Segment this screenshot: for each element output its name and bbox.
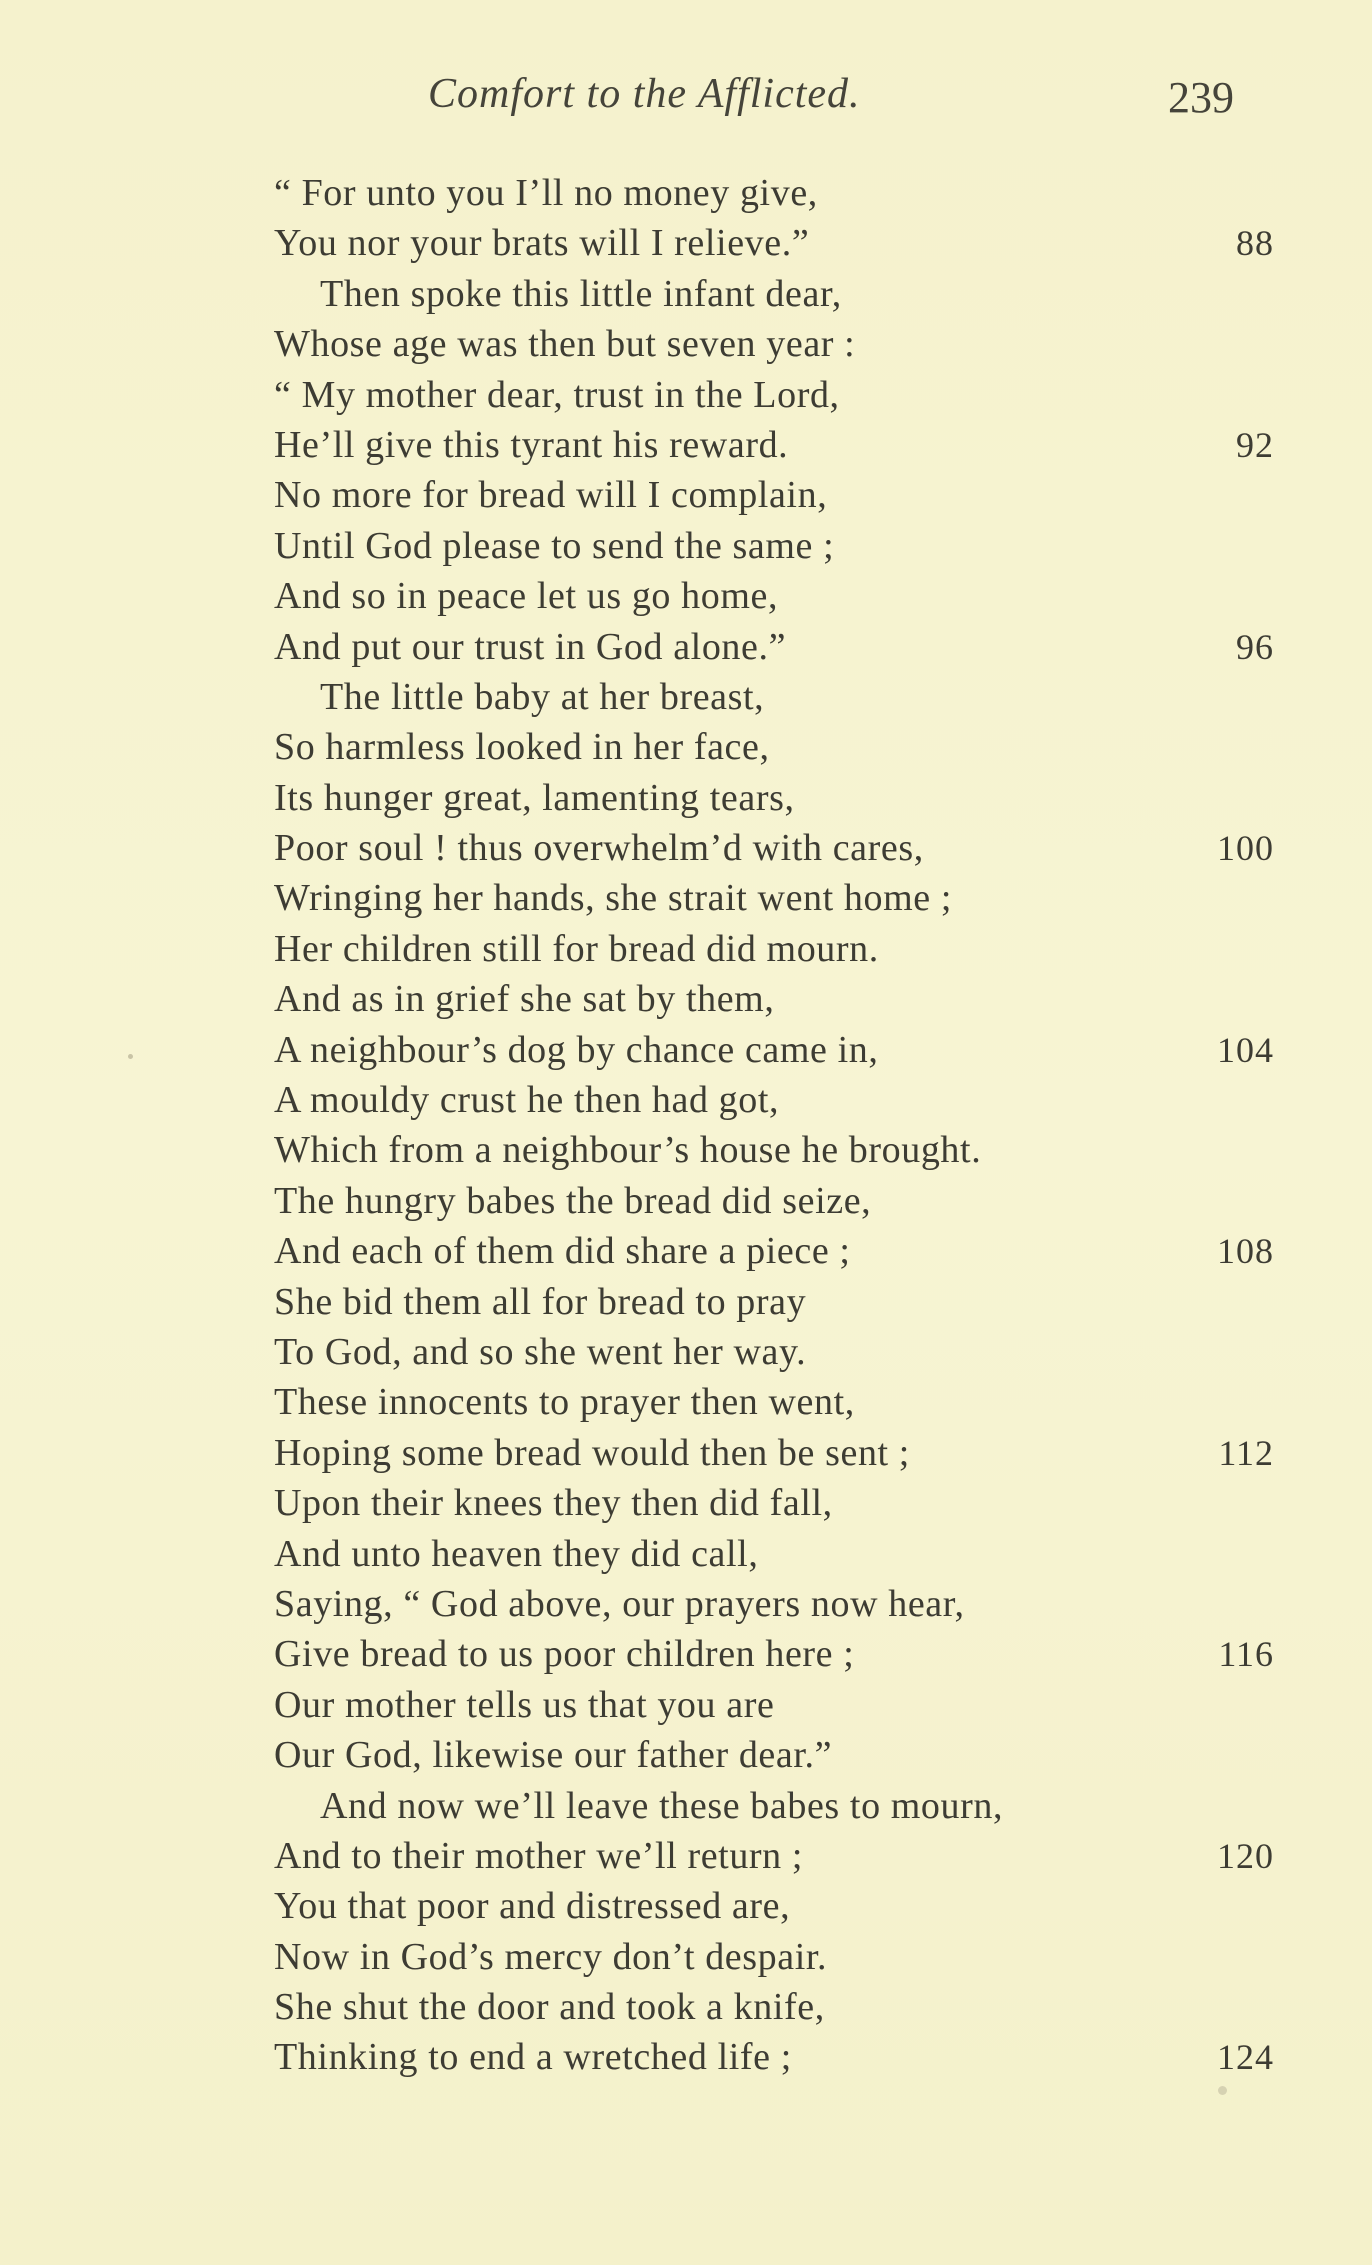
poem-line (274, 873, 1274, 923)
poem-line-text: Hoping some bread would then be sent ; (274, 1431, 910, 1474)
poem-line (274, 974, 1274, 1024)
line-number: 112 (1218, 1432, 1274, 1473)
poem-line (274, 319, 1274, 369)
poem-line (274, 2032, 1274, 2082)
poem-line-text: So harmless looked in her face, (274, 726, 770, 769)
poem-line (274, 1730, 1274, 1780)
poem-line-text: Then spoke this little infant dear, (320, 272, 842, 315)
poem-line-text: She bid them all for bread to pray (274, 1280, 807, 1323)
poem-line-text: A neighbour’s dog by chance came in, (274, 1028, 879, 1071)
poem-line (274, 1025, 1274, 1075)
poem-line-text: To God, and so she went her way. (274, 1330, 807, 1373)
poem-line (274, 571, 1274, 621)
poem-line (274, 1377, 1274, 1427)
poem-line (274, 1478, 1274, 1528)
poem-line-text: Poor soul ! thus overwhelm’d with cares, (274, 827, 924, 870)
poem-line (274, 1680, 1274, 1730)
poem-line-text: And to their mother we’ll return ; (274, 1834, 804, 1877)
poem-line-text: “ For unto you I’ll no money give, (274, 172, 818, 214)
poem-line (274, 1125, 1274, 1175)
poem-line (274, 1629, 1274, 1679)
poem-line-text: Thinking to end a wretched life ; (274, 2036, 792, 2079)
line-number: 96 (1236, 626, 1274, 667)
poem-line-text: And so in peace let us go home, (274, 575, 779, 618)
poem-line (274, 1579, 1274, 1629)
poem-line-text: Upon their knees they then did fall, (274, 1482, 833, 1525)
poem-line (274, 773, 1274, 823)
poem-line (274, 823, 1274, 873)
poem-line-text: Whose age was then but seven year : (274, 323, 856, 366)
line-number: 124 (1217, 2037, 1274, 2078)
poem-line (274, 622, 1274, 672)
line-number: 100 (1217, 828, 1274, 869)
poem-line-text: Which from a neighbour’s house he brought. (274, 1129, 982, 1172)
line-number: 108 (1217, 1231, 1274, 1272)
poem-line-text: Her children still for bread did mourn. (274, 927, 879, 970)
poem-line (274, 1176, 1274, 1226)
line-number: 104 (1217, 1029, 1274, 1070)
poem-line (274, 924, 1274, 974)
poem-line-text: And put our trust in God alone.” (274, 625, 787, 668)
poem-line (274, 1932, 1274, 1982)
poem-body (274, 168, 1274, 2083)
poem-line-text: Our God, likewise our father dear.” (274, 1734, 833, 1777)
poem-line (274, 370, 1274, 420)
poem-line-text: Give bread to us poor children here ; (274, 1633, 855, 1676)
poem-line-text: Its hunger great, lamenting tears, (274, 776, 795, 819)
poem-line (274, 269, 1274, 319)
poem-line-text: Wringing her hands, she strait went home ; (274, 877, 952, 920)
poem-line-text: Until God please to send the same ; (274, 524, 835, 567)
poem-line-text: “ My mother dear, trust in the Lord, (274, 373, 840, 416)
poem-line (274, 722, 1274, 772)
line-number: 116 (1218, 1634, 1274, 1675)
poem-line (274, 420, 1274, 470)
line-number: 88 (1236, 223, 1274, 264)
line-number: 92 (1236, 424, 1274, 465)
poem-line-text: These innocents to prayer then went, (274, 1381, 855, 1424)
poem-line (274, 218, 1274, 268)
poem-line (274, 1327, 1274, 1377)
poem-line-text: A mouldy crust he then had got, (274, 1079, 780, 1122)
poem-line-text: And now we’ll leave these babes to mourn, (320, 1784, 1004, 1827)
poem-line (274, 521, 1274, 571)
poem-line-text: No more for bread will I complain, (274, 474, 828, 517)
poem-line-text: You that poor and distressed are, (274, 1885, 791, 1928)
poem-line (274, 1428, 1274, 1478)
running-title: Comfort to the Afflicted. (428, 71, 861, 117)
poem-line-text: Now in God’s mercy don’t despair. (274, 1935, 828, 1978)
line-number: 120 (1217, 1835, 1274, 1876)
poem-line (274, 1529, 1274, 1579)
page-number: 239 (1168, 73, 1234, 122)
poem-line-text: You nor your brats will I relieve.” (274, 222, 810, 265)
poem-line-text: And as in grief she sat by them, (274, 978, 775, 1021)
paper-speck (1218, 2086, 1227, 2095)
poem-line-text: Our mother tells us that you are (274, 1683, 775, 1726)
poem-line-text: Saying, “ God above, our prayers now hear, (274, 1582, 965, 1625)
poem-line (274, 672, 1274, 722)
poem-line (274, 1781, 1274, 1831)
poem-line (274, 1075, 1274, 1125)
poem-line (274, 1881, 1274, 1931)
poem-line (274, 1982, 1274, 2032)
paper-speck (128, 1054, 133, 1059)
poem-line (274, 470, 1274, 520)
poem-line (274, 1226, 1274, 1276)
poem-line-text: And each of them did share a piece ; (274, 1230, 851, 1273)
poem-line (274, 168, 1274, 218)
poem-line-text: He’ll give this tyrant his reward. (274, 423, 789, 466)
poem-line-text: The little baby at her breast, (320, 675, 765, 718)
poem-line-text: And unto heaven they did call, (274, 1532, 759, 1575)
poem-line-text: The hungry babes the bread did seize, (274, 1179, 872, 1222)
poem-line (274, 1277, 1274, 1327)
poem-line-text: She shut the door and took a knife, (274, 1986, 825, 2029)
poem-line (274, 1831, 1274, 1881)
